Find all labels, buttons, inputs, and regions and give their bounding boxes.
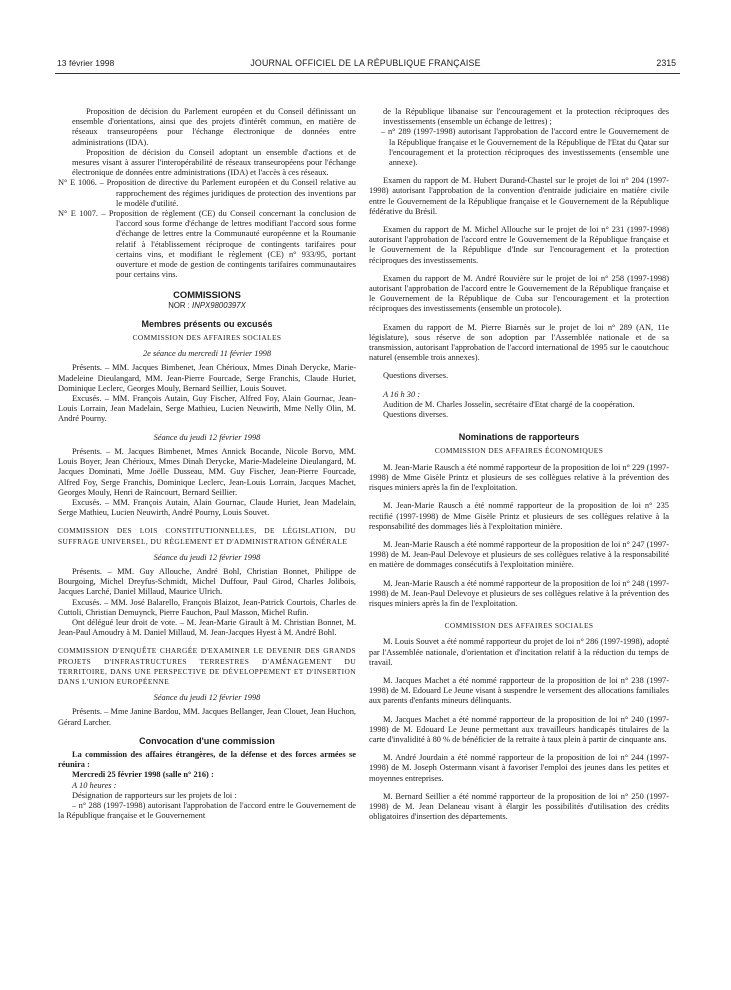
excuses-2: Excusés. – MM. François Autain, Alain Gournac, Claude Huriet, Jean Madelain, Serge Mathieu, Lucien Neuwirth, André Pourny, Louis Souvet. bbox=[58, 497, 356, 518]
commission-lois: COMMISSION DES LOIS CONSTITUTIONNELLES, DE LÉGISLATION, DU SUFFRAGE UNIVERSEL, DU RÈGLEMENT ET D'ADMINISTRATION GÉNÉRALE bbox=[58, 526, 356, 546]
item-n288: – n° 288 (1997-1998) autorisant l'approbation de l'accord entre le Gouvernement de la République française et le Gouvernement bbox=[58, 800, 356, 821]
seance-heading-1: 2e séance du mercredi 11 février 1998 bbox=[142, 349, 272, 359]
journal-title: JOURNAL OFFICIEL DE LA RÉPUBLIQUE FRANÇAISE bbox=[250, 58, 481, 68]
left-column bbox=[58, 107, 356, 821]
delegue-3: Ont délégué leur droit de vote. – M. Jean-Marie Girault à M. Christian Bonnet, M. Jean-Paul Amoudry à M. Daniel Millaud, M. Jean-Jacques Hyest à M. André Bohl. bbox=[58, 617, 356, 638]
machet-1: M. Jacques Machet a été nommé rapporteur de la proposition de loi n° 238 (1997-1998) de M. Edouard Le Jeune visant à suspendre le versement des allocations familiales aux parents d'enfants mineurs délinquants. bbox=[369, 675, 669, 706]
examen-biarnes: Examen du rapport de M. Pierre Biarnès sur le projet de loi n° 289 (AN, 11e législature), sous réserve de son adoption par l'Assemblée nationale et de sa transmission, autorisant l'approbation de l'accord international de 1995 sur le caoutchouc naturel (ensemble trois annexes). bbox=[369, 322, 669, 363]
commission-affaires-sociales: COMMISSION DES AFFAIRES SOCIALES bbox=[132, 333, 282, 343]
questions-2: Questions diverses. bbox=[383, 410, 449, 420]
nor-label: NOR : bbox=[168, 300, 190, 310]
excuses-1: Excusés. – MM. François Autain, Guy Fischer, Alfred Foy, Alain Gournac, Jean-Louis Lorrain, Jean Madelain, Serge Mathieu, Lucien Neuwirth, Mme Nelly Olin, M. André Pourny. bbox=[58, 394, 356, 424]
seance-heading-3: Séance du jeudi 12 février 1998 bbox=[153, 552, 261, 562]
convocation-text: La commission des affaires étrangères, de la défense et des forces armées se réunira : bbox=[58, 749, 356, 770]
examen-durand: Examen du rapport de M. Hubert Durand-Chastel sur le projet de loi n° 204 (1997-1998) autorisant l'approbation de la convention d'entraide judiciaire en matière civile entre le Gouvernement de la République française et le Gouvernement de la République fédérative du Brésil. bbox=[369, 176, 669, 216]
rausch-2: M. Jean-Marie Rausch a été nommé rapporteur de la proposition de loi n° 235 rectifié (1997-1998) de Mme Gisèle Printz et plusieurs de ses collègues relative à la responsabilité des dommages liés à l'exploitation minière. bbox=[369, 501, 669, 531]
questions-1: Questions diverses. bbox=[383, 371, 449, 381]
seillier: M. Bernard Seillier a été nommé rapporteur de la proposition de loi n° 250 (1997-1998) de M. Jean Delaneau visant à élargir les possibilités d'utilisation des crédits obligatoires d'insertion des départements. bbox=[369, 791, 669, 822]
presents-1: Présents. – MM. Jacques Bimbenet, Jean Chérioux, Mmes Dinah Derycke, Marie-Madeleine Dieulangard, MM. Jean-Pierre Fourcade, Serge Franchis, Claude Huriet, Dominique Leclerc, Georges Mouly, Bernard Seillier, Louis Souvet. bbox=[58, 363, 356, 393]
presents-4: Présents. – Mme Janine Bardou, MM. Jacques Bellanger, Jean Clouet, Jean Huchon, Gérard Larcher. bbox=[58, 707, 356, 727]
convocation-title: Convocation d'une commission bbox=[139, 735, 275, 746]
rausch-4: M. Jean-Marie Rausch a été nommé rapporteur de la proposition de loi n° 248 (1997-1998) de M. Jean-Paul Delevoye et plusieurs de ses collègues relative à la prévention des risques miniers après la fin de l'exploitation. bbox=[369, 578, 669, 608]
rausch-3: M. Jean-Marie Rausch a été nommé rapporteur de la proposition de loi n° 247 (1997-1998) de M. Jean-Paul Delevoye et plusieurs de ses collègues relative à la responsabilité en matière de dommages consécutifs à l'exploitation minière. bbox=[369, 539, 669, 570]
item-n289: – n° 289 (1997-1998) autorisant l'approbation de l'accord entre le Gouvernement de la République française et le Gouvernement de la République de l'Etat du Qatar sur l'encouragement et la protection réciproques des investissements (ensemble une annexe). bbox=[381, 127, 669, 168]
header-rule bbox=[55, 73, 680, 74]
examen-rouviere: Examen du rapport de M. André Rouvière sur le projet de loi n° 258 (1997-1998) autorisant l'approbation de l'accord entre le Gouvernement de la République française et le Gouvernement de la République de Cuba sur l'encouragement et la protection réciproques des investissements (ensemble un protocole). bbox=[369, 273, 669, 314]
commission-enquete: COMMISSION D'ENQUÊTE CHARGÉE D'EXAMINER LE DEVENIR DES GRANDS PROJETS D'INFRASTRUCTURES TERRESTRES D'AMÉNAGEMENT DU TERRITOIRE, DANS UNE PERSPECTIVE DE DÉVELOPPEMENT ET D'INSERTION DANS L'UNION EUROPÉENNE bbox=[58, 646, 356, 686]
rausch-1: M. Jean-Marie Rausch a été nommé rapporteur de la proposition de loi n° 229 (1997-1998) de Mme Gisèle Printz et plusieurs de ses collègues relative à la prévention des risques miniers après la fin de l'exploitation. bbox=[369, 462, 669, 493]
commission-affaires-economiques: COMMISSION DES AFFAIRES ÉCONOMIQUES bbox=[434, 446, 604, 456]
header-date: 13 février 1998 bbox=[57, 58, 115, 68]
seance-heading-4: Séance du jeudi 12 février 1998 bbox=[153, 693, 261, 703]
nor-code: INPX9800397X bbox=[192, 300, 246, 310]
presents-3: Présents. – MM. Guy Allouche, André Bohl, Christian Bonnet, Philippe de Bourgoing, Michel Dreyfus-Schmidt, Michel Duffour, Paul Girod, Charles Jolibois, Jacques Larché, Daniel Millaud, Maurice Ulrich. bbox=[58, 566, 356, 597]
commission-affaires-sociales-2: COMMISSION DES AFFAIRES SOCIALES bbox=[444, 621, 594, 631]
nor-line bbox=[58, 301, 356, 311]
a10h-line: A 10 heures : bbox=[72, 780, 117, 790]
examen-allouche: Examen du rapport de M. Michel Allouche sur le projet de loi n° 231 (1997-1998) autorisant l'approbation de l'accord entre le Gouvernement de la République française et le Gouvernement de la République d'Inde sur l'encouragement et la protection réciproques des investissements. bbox=[369, 225, 669, 265]
a16h30-line: A 16 h 30 : bbox=[383, 389, 421, 399]
right-column bbox=[369, 107, 669, 822]
continuation-liban: de la République libanaise sur l'encouragement et la protection réciproques des investissements (ensemble un échange de lettres) ; bbox=[383, 107, 669, 127]
page-number: 2315 bbox=[656, 58, 676, 68]
machet-2: M. Jacques Machet a été nommé rapporteur de la proposition de loi n° 240 (1997-1998) de M. Edouard Le Jeune permettant aux travailleurs handicapés titulaires de la carte d'invalidité à 80 % de bénéficier de la retraite à taux plein à partir de cinquante ans. bbox=[369, 714, 669, 744]
commissions-title: COMMISSIONS bbox=[173, 289, 241, 301]
mercredi-line: Mercredi 25 février 1998 (salle n° 216) : bbox=[72, 770, 214, 780]
membres-title: Membres présents ou excusés bbox=[141, 318, 273, 329]
designation-line: Désignation de rapporteurs sur les projets de loi : bbox=[72, 790, 237, 800]
item-e1006: N° E 1006. – Proposition de directive du Parlement européen et du Conseil relative au rapprochement des régimes juridiques de protection des inventions par le modèle d'utilité. bbox=[58, 178, 356, 208]
nominations-title: Nominations de rapporteurs bbox=[458, 432, 580, 443]
jourdain: M. André Jourdain a été nommé rapporteur de la proposition de loi n° 244 (1997-1998) de M. Joseph Ostermann visant à favoriser l'emploi des jeunes dans les petites et moyennes entreprises. bbox=[369, 753, 669, 783]
souvet: M. Louis Souvet a été nommé rapporteur du projet de loi n° 286 (1997-1998), adopté par l'Assemblée nationale, d'orientation et d'incitation relatif à la réduction du temps de travail. bbox=[369, 637, 669, 667]
presents-2: Présents. – M. Jacques Bimbenet, Mmes Annick Bocande, Nicole Borvo, MM. Louis Boyer, Jean Chérioux, Mmes Dinah Derycke, Marie-Madeleine Dieulangard, M. Jacques Dominati, Mme Joëlle Dusseau, MM. Guy Fischer, Jean-Pierre Fourcade, Alfred Foy, Serge Franchis, Dominique Leclerc, Jean-Louis Lorrain, Jacques Machet, Georges Mouly, Henri de Raincourt, Bernard Seillier. bbox=[58, 446, 356, 497]
audition-josselin: Audition de M. Charles Josselin, secrétaire d'Etat chargé de la coopération. bbox=[383, 399, 635, 409]
seance-heading-2: Séance du jeudi 12 février 1998 bbox=[153, 432, 261, 442]
page-header bbox=[0, 58, 731, 72]
intro-paragraph-1: Proposition de décision du Parlement européen et du Conseil définissant un ensemble d'orientations, ainsi que des projets d'intérêt commun, en matière de réseaux transeuropéens pour l'échange électronique de données entre administrations (IDA). bbox=[72, 107, 356, 147]
excuses-3: Excusés. – MM. José Balarello, François Blaizot, Jean-Patrick Courtois, Charles de Cuttoli, Christian Demuynck, Pierre Fauchon, Paul Masson, Michel Rufin. bbox=[58, 597, 356, 617]
intro-paragraph-2: Proposition de décision du Conseil adoptant un ensemble d'actions et de mesures visant à assurer l'interopérabilité de réseaux transeuropéens pour l'échange électronique de données entre administrations (IDA) et l'accès à ces réseaux. bbox=[72, 147, 356, 178]
item-e1007: N° E 1007. – Proposition de règlement (CE) du Conseil concernant la conclusion de l'accord sous forme d'échange de lettres modifiant l'accord sous forme d'échange de lettres entre la Communauté européenne et la Roumanie relatif à l'établissement réciproque de contingents tarifaires pour certains vins, et modifiant le règlement (CE) n° 933/95, portant ouverture et mode de gestion de contingents tarifaires communautaires pour certains vins. bbox=[58, 209, 356, 280]
